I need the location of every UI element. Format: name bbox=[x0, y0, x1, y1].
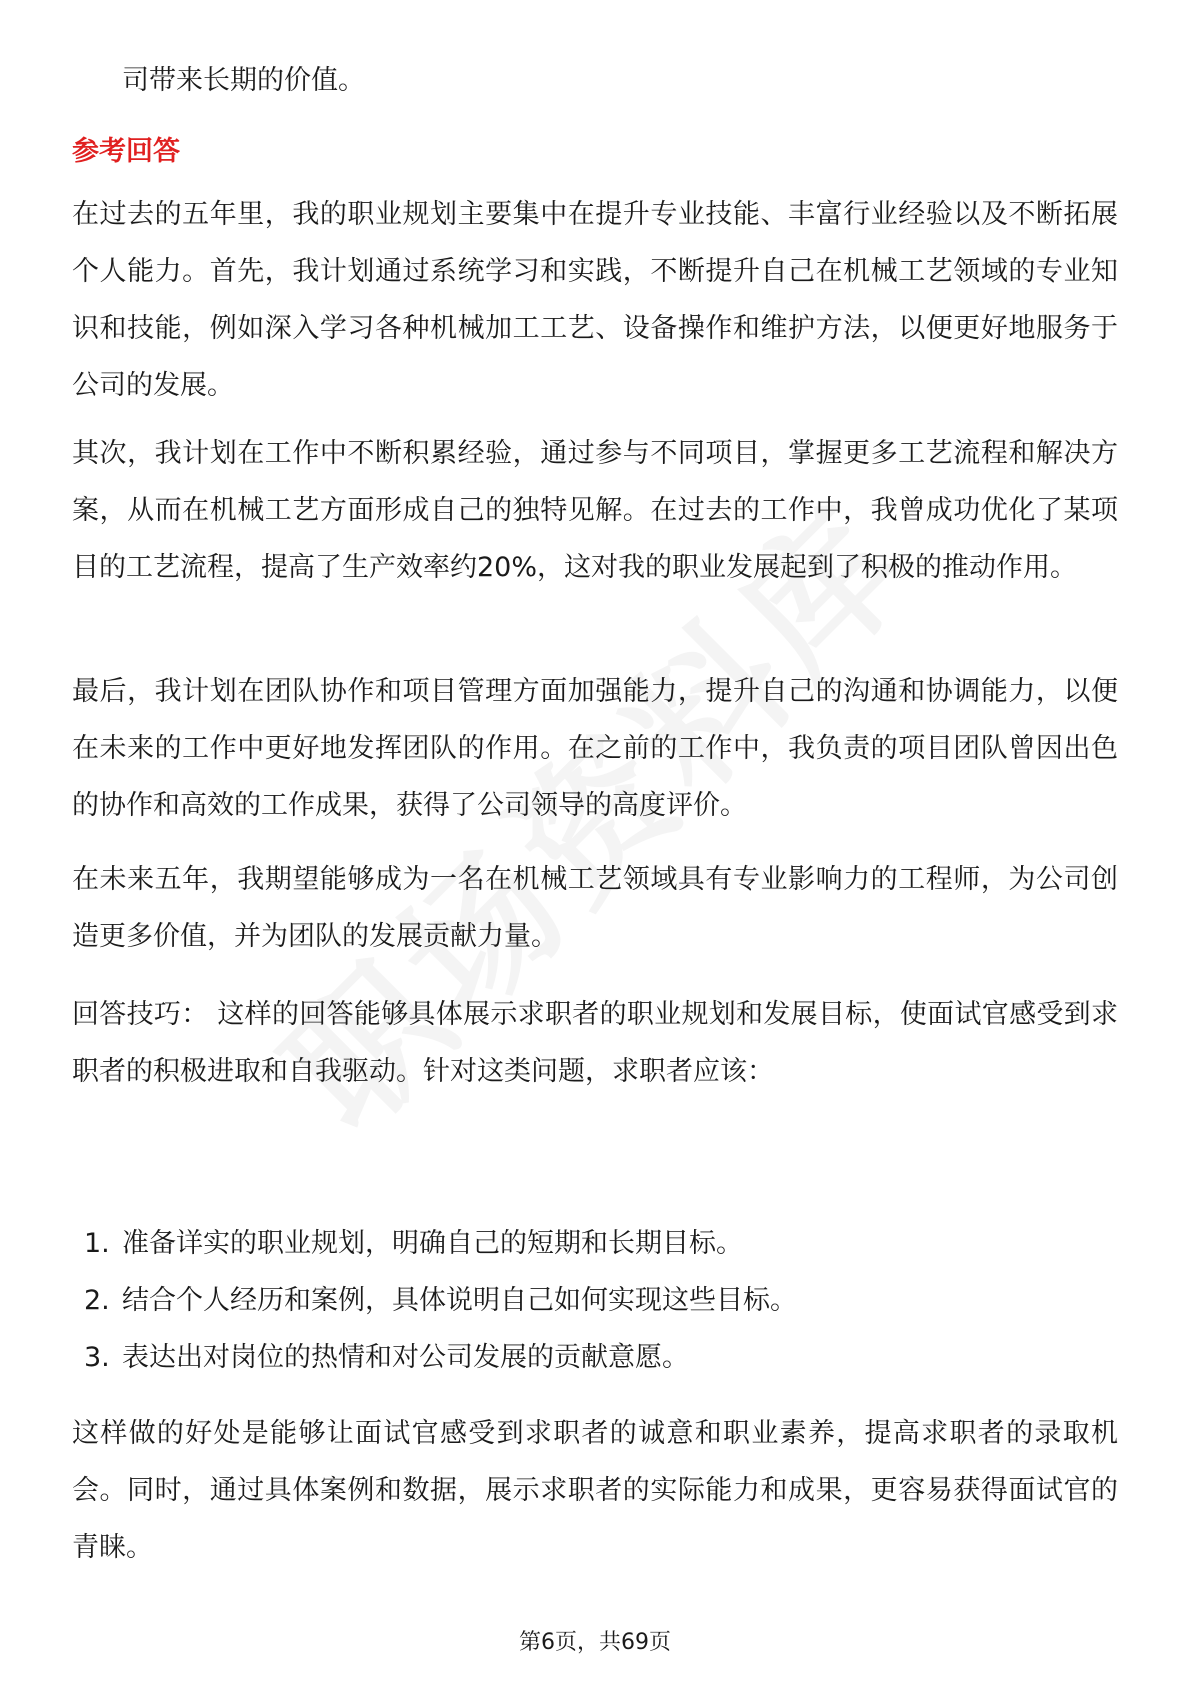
section-heading: 参考回答 bbox=[72, 136, 180, 167]
answer-tips: 回答技巧： 这样的回答能够具体展示求职者的职业规划和发展目标，使面试官感受到求职者的积极进取和自我驱动。针对这类问题，求职者应该： bbox=[72, 999, 1118, 1087]
list-item bbox=[84, 1329, 797, 1386]
page-number: 第6页，共69页 bbox=[519, 1630, 671, 1655]
list-number: 1. bbox=[84, 1228, 110, 1259]
list-item bbox=[84, 1215, 797, 1272]
closing-paragraph: 这样做的好处是能够让面试官感受到求职者的诚意和职业素养，提高求职者的录取机会。同时，通过具体案例和数据，展示求职者的实际能力和成果，更容易获得面试官的青睐。 bbox=[72, 1418, 1118, 1563]
list-text: 准备详实的职业规划，明确自己的短期和长期目标。 bbox=[122, 1228, 743, 1259]
paragraph-4: 在未来五年，我期望能够成为一名在机械工艺领域具有专业影响力的工程师，为公司创造更多价值，并为团队的发展贡献力量。 bbox=[72, 864, 1118, 952]
list-item bbox=[84, 1272, 797, 1329]
continued-text: 司带来长期的价值。 bbox=[122, 65, 365, 96]
list-text: 表达出对岗位的热情和对公司发展的贡献意愿。 bbox=[122, 1342, 689, 1373]
tips-list bbox=[84, 1215, 797, 1386]
paragraph-3: 最后，我计划在团队协作和项目管理方面加强能力，提升自己的沟通和协调能力，以便在未来的工作中更好地发挥团队的作用。在之前的工作中，我负责的项目团队曾因出色的协作和高效的工作成果，获得了公司领导的高度评价。 bbox=[72, 676, 1118, 821]
paragraph-1: 在过去的五年里，我的职业规划主要集中在提升专业技能、丰富行业经验以及不断拓展个人能力。首先，我计划通过系统学习和实践，不断提升自己在机械工艺领域的专业知识和技能，例如深入学习各种机械加工工艺、设备操作和维护方法，以便更好地服务于公司的发展。 bbox=[72, 199, 1118, 401]
list-text: 结合个人经历和案例，具体说明自己如何实现这些目标。 bbox=[122, 1285, 797, 1316]
list-number: 2. bbox=[84, 1285, 110, 1316]
list-number: 3. bbox=[84, 1342, 110, 1373]
paragraph-2: 其次，我计划在工作中不断积累经验，通过参与不同项目，掌握更多工艺流程和解决方案，从而在机械工艺方面形成自己的独特见解。在过去的工作中，我曾成功优化了某项目的工艺流程，提高了生产效率约20%，这对我的职业发展起到了积极的推动作用。 bbox=[72, 438, 1118, 583]
